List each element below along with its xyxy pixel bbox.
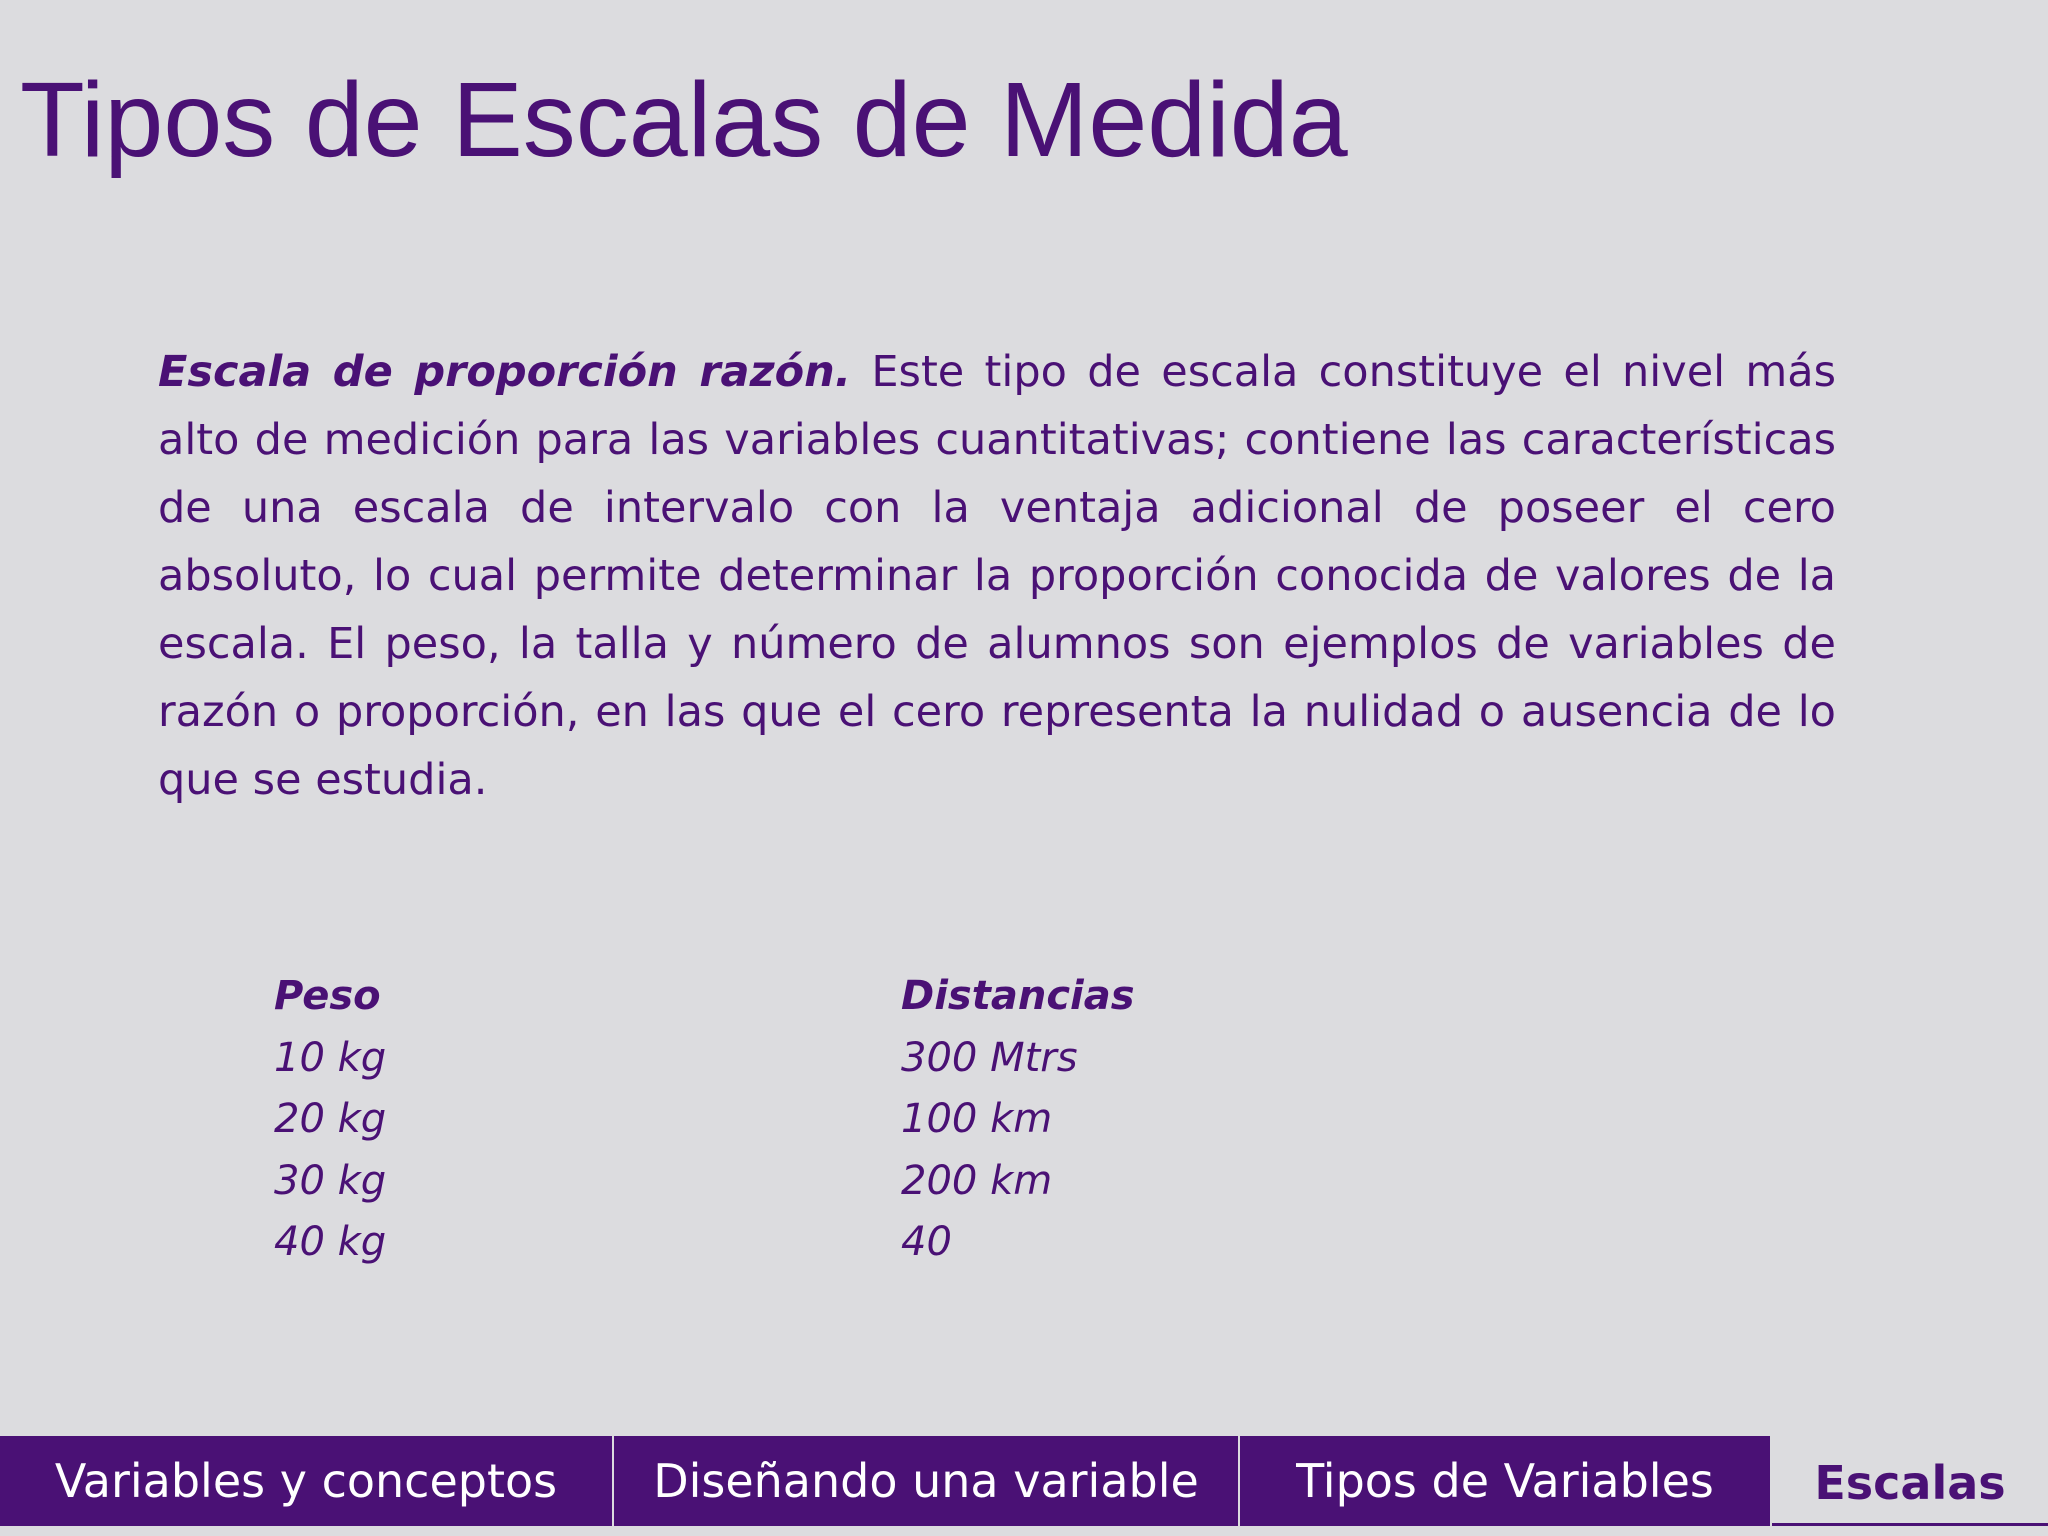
bottom-nav (0, 1436, 2048, 1526)
body-paragraph (158, 338, 1836, 814)
peso-item: 20 kg (274, 1096, 387, 1142)
peso-header: Peso (274, 973, 381, 1019)
tab-escalas[interactable]: Escalas (1772, 1436, 2048, 1526)
slide-title: Tipos de Escalas de Medida (20, 61, 1348, 179)
distancias-item: 300 Mtrs (901, 1034, 1078, 1081)
lead-term: Escala de proporción razón. (158, 347, 852, 397)
distancias-header: Distancias (901, 973, 1135, 1019)
peso-item: 30 kg (274, 1157, 387, 1204)
body-text: Este tipo de escala constituye el nivel más alto de medición para las variables cuantitativas; contiene las características de una escala de intervalo con la ventaja adicional de poseer el cero absoluto, lo cual permite determinar la proporción conocida de valores de la escala. El peso, la talla y número de alumnos son ejemplos de variables de razón o proporción, en las que el cero representa la nulidad o ausencia de lo que se estudia. (158, 347, 1837, 805)
tab-variables-y-conceptos[interactable]: Variables y conceptos (0, 1436, 614, 1526)
distancias-column (901, 966, 1135, 1274)
peso-item: 10 kg (274, 1034, 387, 1081)
tab-tipos-de-variables[interactable]: Tipos de Variables (1240, 1436, 1772, 1526)
distancias-item: 200 km (901, 1157, 1053, 1204)
peso-column (274, 966, 386, 1274)
tab-disenando-una-variable[interactable]: Diseñando una variable (614, 1436, 1240, 1526)
peso-item: 40 kg (274, 1219, 387, 1265)
distancias-item: 100 km (901, 1096, 1053, 1142)
distancias-item: 40 (901, 1219, 952, 1265)
